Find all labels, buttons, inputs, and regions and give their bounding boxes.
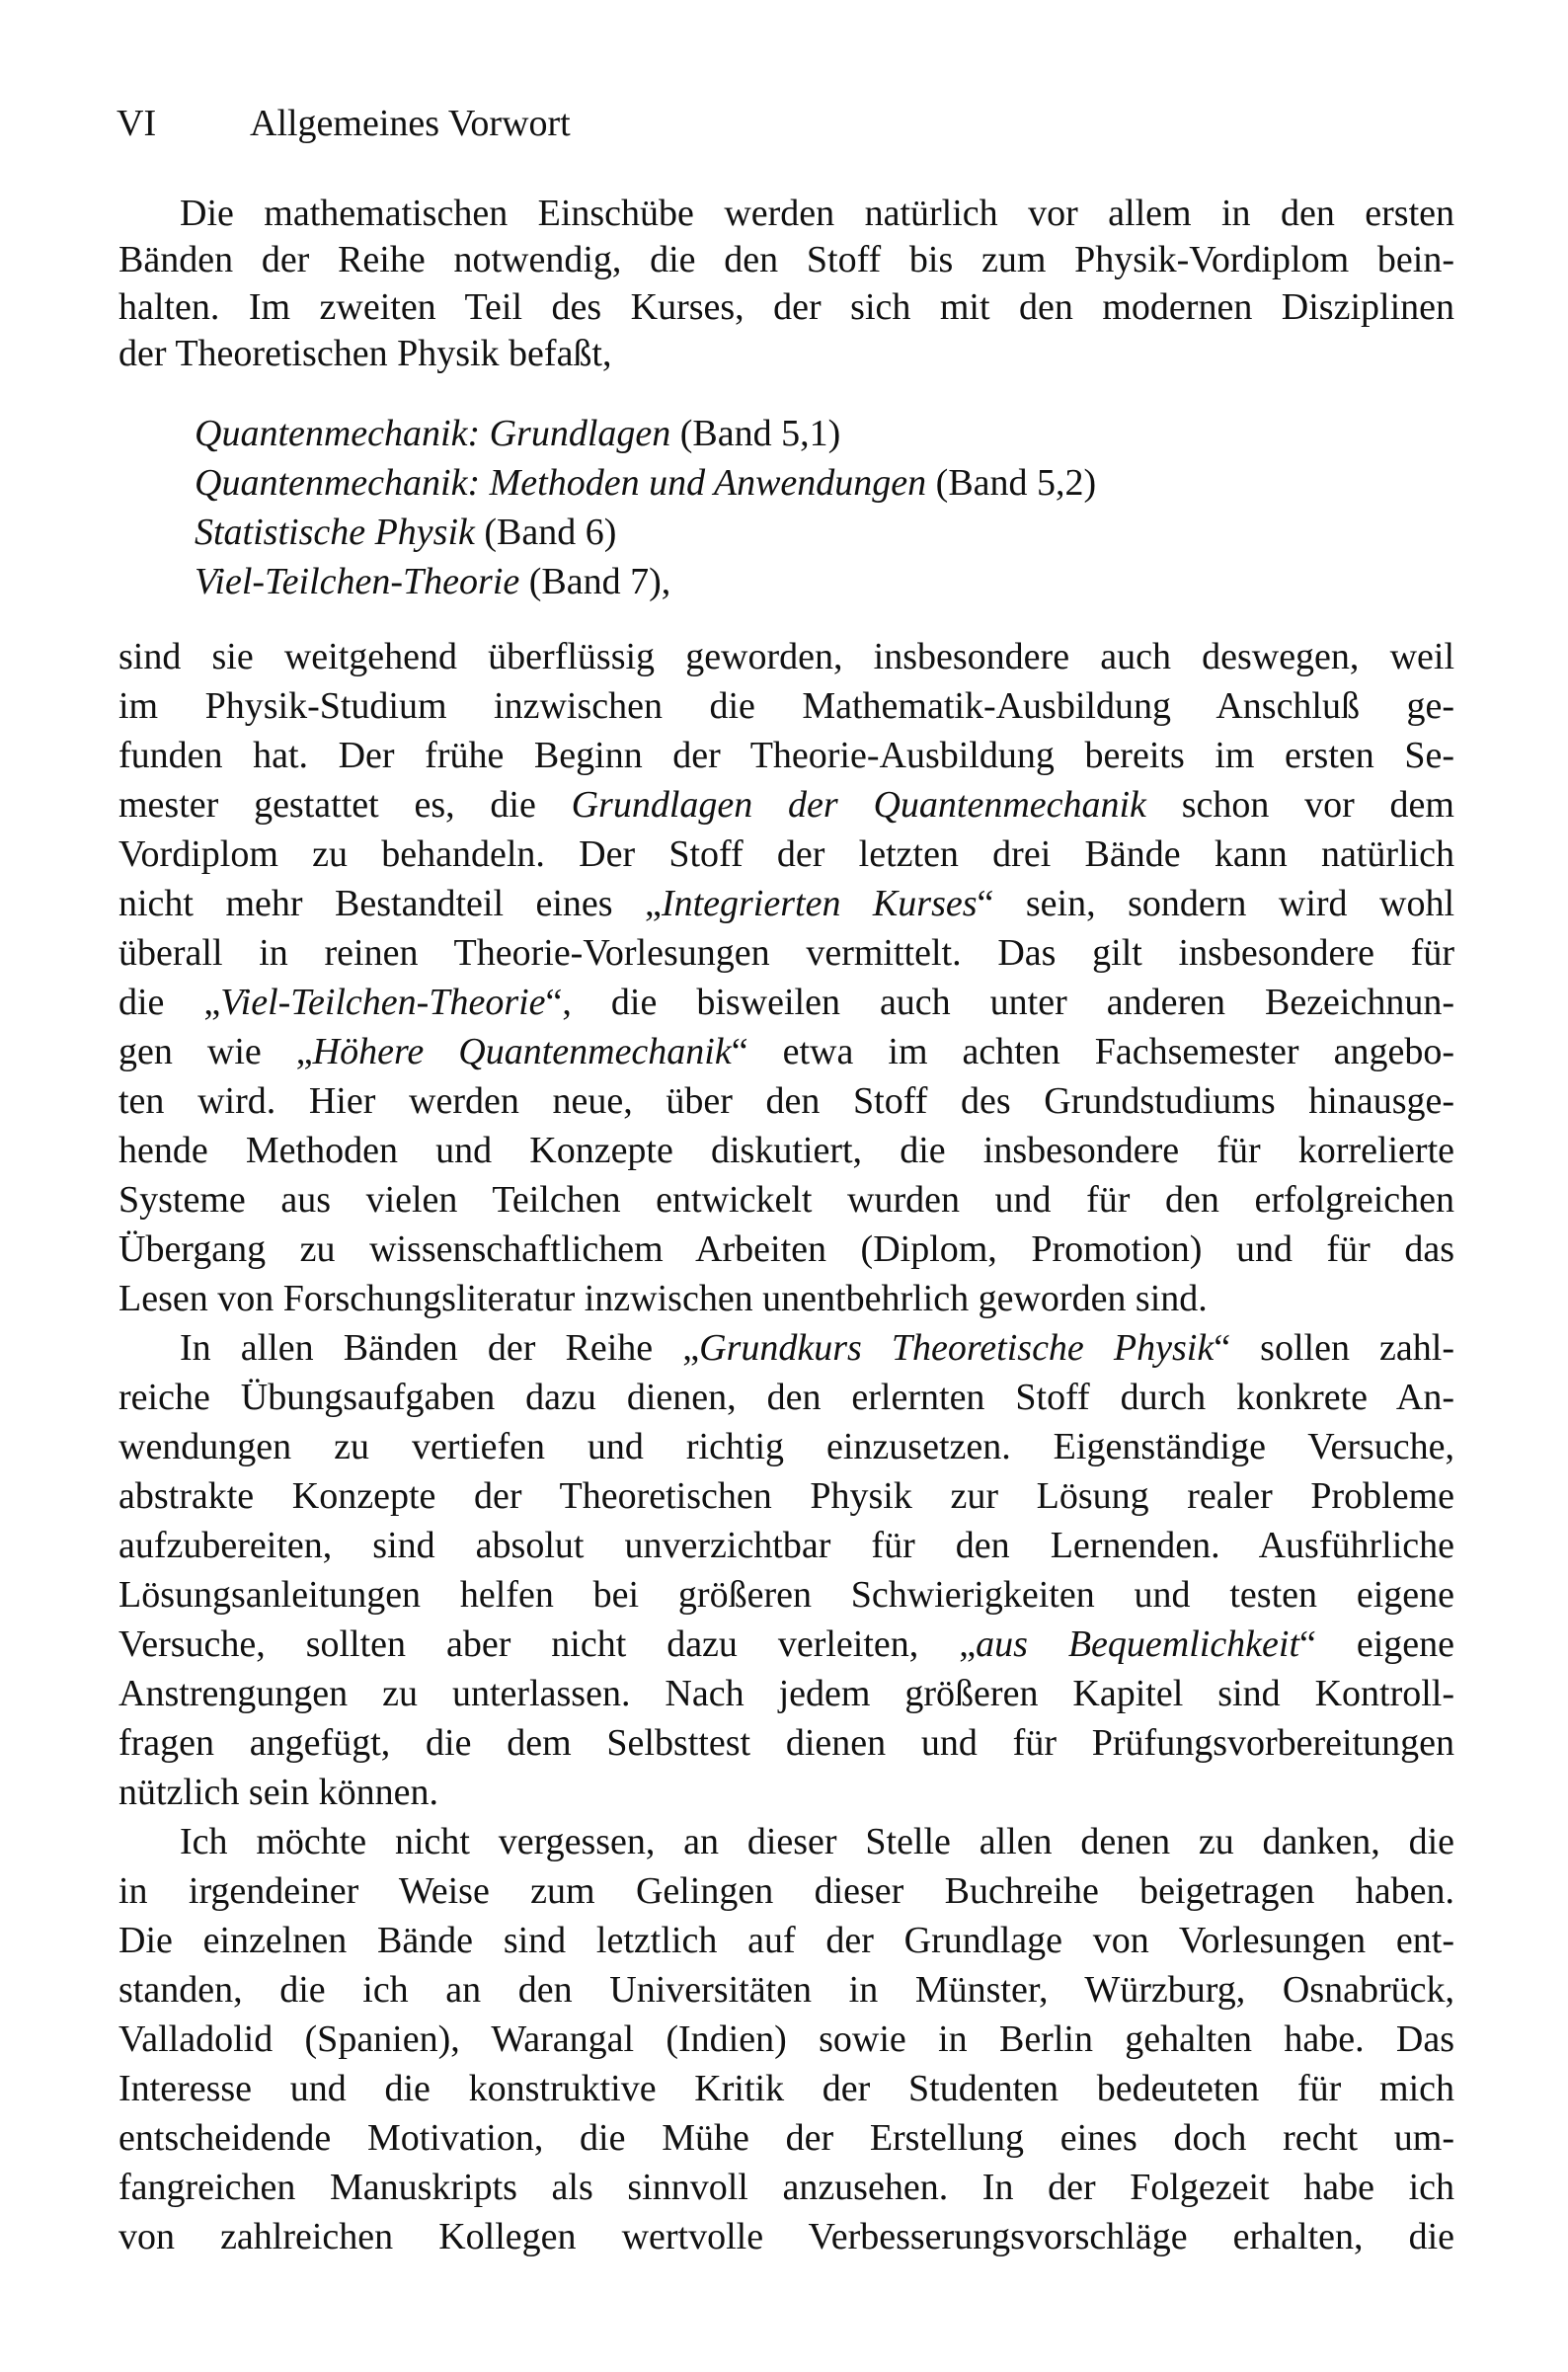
italic-title: Integrierten Kurses — [661, 883, 978, 924]
body-text — [118, 632, 1454, 2261]
text-line — [118, 2163, 1454, 2212]
text-line — [118, 879, 1454, 928]
text-segment: (Band 6) — [474, 512, 617, 553]
italic-title: Quantenmechanik: Grundlagen — [195, 413, 671, 454]
text-line — [118, 1323, 1454, 1373]
italic-title: aus Bequemlichkeit — [976, 1623, 1300, 1665]
text-line — [118, 1076, 1454, 1126]
text-segment: (Band 5,2) — [926, 462, 1097, 504]
italic-title: Viel-Teilchen-Theorie — [220, 982, 546, 1023]
text-segment: Die mathematischen Einschübe werden natürlich vor allem in den ersten — [180, 193, 1454, 234]
text-segment: Lösungsanleitungen helfen bei größeren Schwierigkeiten und testen eigene — [118, 1574, 1454, 1616]
text-segment: gen wie „ — [118, 1031, 313, 1072]
text-line — [118, 2212, 1454, 2261]
text-line — [118, 1471, 1454, 1521]
text-line — [118, 1274, 1454, 1323]
text-segment: In allen Bänden der Reihe „ — [180, 1327, 700, 1369]
paragraph — [118, 632, 1454, 1323]
text-segment: von zahlreichen Kollegen wertvolle Verbesserungsvorschläge erhalten, die — [118, 2216, 1454, 2257]
volume-list-item — [195, 409, 1379, 458]
text-line — [118, 830, 1454, 879]
text-line — [118, 1027, 1454, 1076]
text-line — [118, 1126, 1454, 1175]
text-line — [118, 1916, 1454, 1965]
text-line — [118, 1768, 1454, 1817]
text-line — [118, 1175, 1454, 1225]
text-segment: (Band 5,1) — [670, 413, 841, 454]
text-segment: Versuche, sollten aber nicht dazu verleiten, „ — [118, 1623, 977, 1665]
text-line — [118, 2015, 1454, 2064]
text-segment: Übergang zu wissenschaftlichem Arbeiten (Diplom, Promotion) und für das — [118, 1228, 1454, 1270]
text-line — [118, 331, 1454, 377]
text-segment: Valladolid (Spanien), Warangal (Indien) sowie in Berlin gehalten habe. Das — [118, 2018, 1454, 2060]
italic-title: Grundlagen der Quantenmechanik — [571, 784, 1146, 826]
text-segment: Systeme aus vielen Teilchen entwickelt wurden und für den erfolgreichen — [118, 1179, 1454, 1221]
text-line — [118, 2064, 1454, 2113]
text-segment: fangreichen Manuskripts als sinnvoll anzusehen. In der Folgezeit habe ich — [118, 2167, 1454, 2208]
text-segment: halten. Im zweiten Teil des Kurses, der sich mit den modernen Disziplinen — [118, 285, 1454, 328]
text-segment: Lesen von Forschungsliteratur inzwischen unentbehrlich geworden sind. — [118, 1278, 1208, 1319]
text-line — [118, 681, 1454, 731]
text-line — [118, 1620, 1454, 1669]
text-line — [118, 1718, 1454, 1768]
paragraph — [118, 1323, 1454, 1817]
text-segment: (Band 7), — [519, 561, 671, 602]
text-segment: Interesse und die konstruktive Kritik der Studenten bedeuteten für mich — [118, 2068, 1454, 2109]
text-line — [118, 237, 1454, 283]
italic-title: Statistische Physik — [195, 512, 475, 553]
text-segment: “ etwa im achten Fachsemester angebo- — [731, 1031, 1454, 1072]
text-segment: funden hat. Der frühe Beginn der Theorie-Ausbildung bereits im ersten Se- — [118, 735, 1454, 776]
text-segment: ten wird. Hier werden neue, über den Stoff des Grundstudiums hinausge- — [118, 1080, 1454, 1122]
text-segment: nützlich sein können. — [118, 1772, 438, 1813]
text-segment: fragen angefügt, die dem Selbsttest dienen und für Prüfungsvorbereitungen — [118, 1722, 1454, 1764]
text-line — [118, 1521, 1454, 1570]
text-segment: “, die bisweilen auch unter anderen Bezeichnun- — [545, 982, 1454, 1023]
italic-title: Viel-Teilchen-Theorie — [195, 561, 520, 602]
volume-list — [195, 409, 1379, 606]
text-segment: abstrakte Konzepte der Theoretischen Physik zur Lösung realer Probleme — [118, 1475, 1454, 1517]
text-line — [118, 928, 1454, 978]
text-segment: “ sollen zahl- — [1214, 1327, 1454, 1369]
text-segment: wendungen zu vertiefen und richtig einzusetzen. Eigenständige Versuche, — [118, 1426, 1454, 1467]
text-segment: die „ — [118, 982, 221, 1023]
italic-title: Quantenmechanik: Methoden und Anwendungen — [195, 462, 927, 504]
text-segment: aufzubereiten, sind absolut unverzichtbar für den Lernenden. Ausführliche — [118, 1525, 1454, 1566]
text-segment: Ich möchte nicht vergessen, an dieser Stelle allen denen zu danken, die — [180, 1821, 1454, 1862]
text-segment: in irgendeiner Weise zum Gelingen dieser Buchreihe beigetragen haben. — [118, 1870, 1454, 1912]
text-line — [118, 284, 1454, 331]
text-line — [118, 2113, 1454, 2163]
text-segment: “ eigene — [1299, 1623, 1454, 1665]
text-segment: der Theoretischen Physik befaßt, — [118, 332, 612, 374]
italic-title: Grundkurs Theoretische Physik — [699, 1327, 1215, 1369]
text-segment: Vordiplom zu behandeln. Der Stoff der letzten drei Bände kann natürlich — [118, 833, 1454, 875]
text-line — [118, 1422, 1454, 1471]
italic-title: Höhere Quantenmechanik — [312, 1031, 732, 1072]
text-line — [118, 1965, 1454, 2015]
text-segment: schon vor dem — [1145, 784, 1454, 826]
volume-list-item — [195, 557, 1379, 606]
text-segment: mester gestattet es, die — [118, 784, 572, 826]
text-segment: überall in reinen Theorie-Vorlesungen vermittelt. Das gilt insbesondere für — [118, 932, 1454, 974]
text-line — [118, 1866, 1454, 1916]
volume-list-item — [195, 508, 1379, 557]
text-segment: nicht mehr Bestandteil eines „ — [118, 883, 662, 924]
text-segment: Anstrengungen zu unterlassen. Nach jedem größeren Kapitel sind Kontroll- — [118, 1673, 1454, 1714]
text-line — [118, 1225, 1454, 1274]
text-line — [118, 1373, 1454, 1422]
text-segment: sind sie weitgehend überflüssig geworden, insbesondere auch deswegen, weil — [118, 636, 1454, 677]
text-line — [118, 780, 1454, 830]
text-segment: im Physik-Studium inzwischen die Mathematik-Ausbildung Anschluß ge- — [118, 685, 1454, 727]
text-segment: “ sein, sondern wird wohl — [977, 883, 1455, 924]
running-title: Allgemeines Vorwort — [250, 103, 571, 144]
text-line — [118, 978, 1454, 1027]
volume-list-item — [195, 458, 1379, 508]
text-segment: Die einzelnen Bände sind letztlich auf der Grundlage von Vorlesungen ent- — [118, 1920, 1454, 1961]
text-segment: reiche Übungsaufgaben dazu dienen, den erlernten Stoff durch konkrete An- — [118, 1377, 1454, 1418]
text-line — [118, 191, 1454, 237]
text-line — [118, 632, 1454, 681]
intro-paragraph — [118, 191, 1454, 377]
text-segment: standen, die ich an den Universitäten in Münster, Würzburg, Osnabrück, — [118, 1969, 1454, 2011]
text-line — [118, 731, 1454, 780]
text-line — [118, 1570, 1454, 1620]
text-line — [118, 1669, 1454, 1718]
text-segment: entscheidende Motivation, die Mühe der Erstellung eines doch recht um- — [118, 2117, 1454, 2159]
paragraph — [118, 1817, 1454, 2261]
text-segment: hende Methoden und Konzepte diskutiert, die insbesondere für korrelierte — [118, 1130, 1454, 1171]
text-line — [118, 1817, 1454, 1866]
text-segment: Bänden der Reihe notwendig, die den Stoff bis zum Physik-Vordiplom bein- — [118, 239, 1454, 281]
page-number: VI — [117, 103, 157, 144]
